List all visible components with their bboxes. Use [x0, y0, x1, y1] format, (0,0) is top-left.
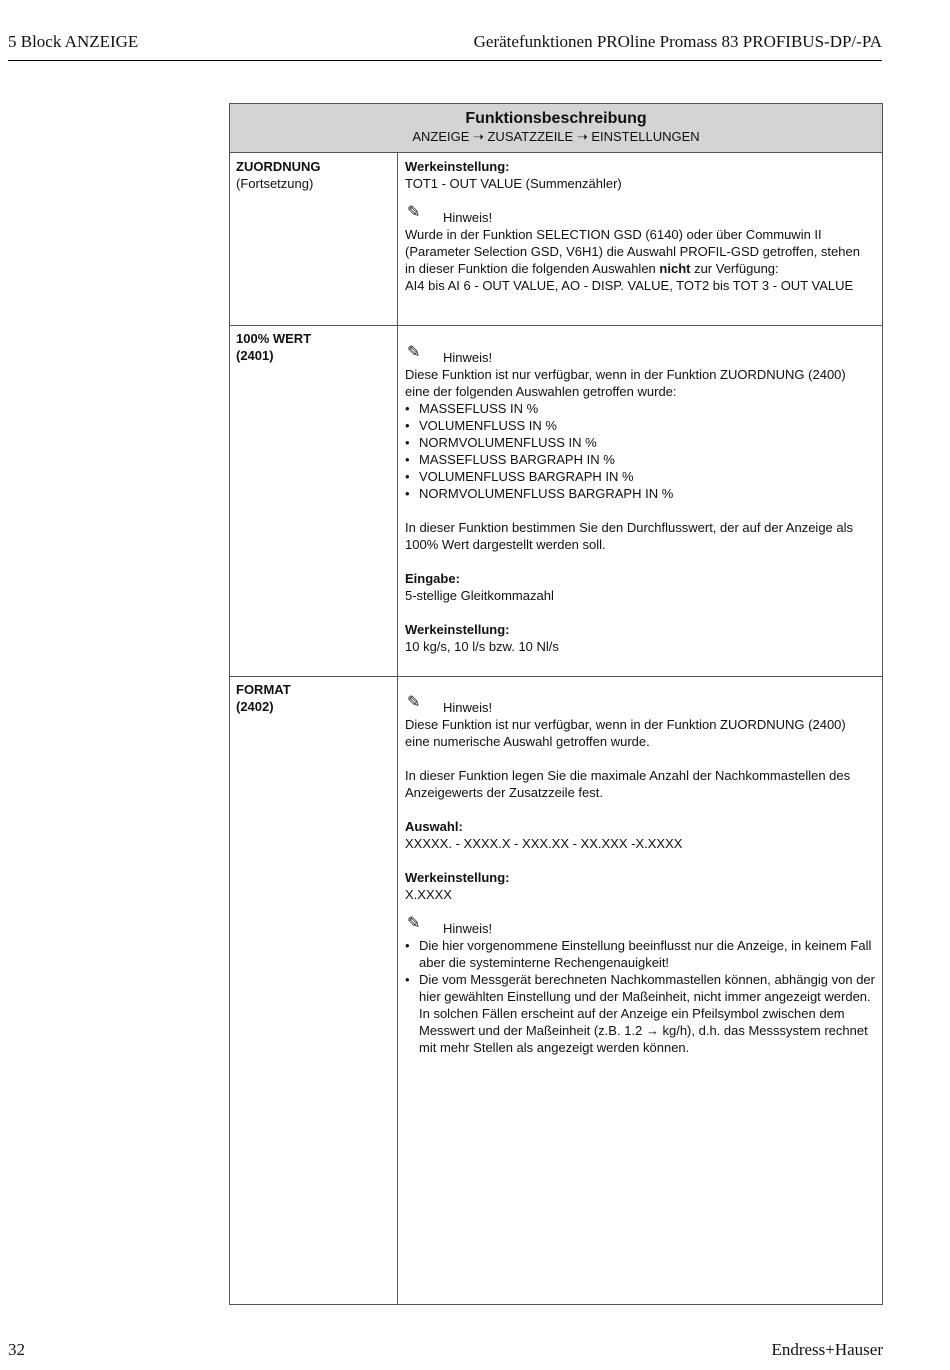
page-header [8, 30, 882, 61]
function-name: ZUORDNUNG [236, 159, 321, 174]
note-text: eine numerische Auswahl getroffen wurde. [405, 734, 650, 749]
note-label: Hinweis! [443, 921, 493, 936]
row-content-format [405, 694, 877, 1056]
option-list [405, 400, 877, 502]
note-text: eine der folgenden Auswahlen getroffen wurde: [405, 384, 677, 399]
function-code: (2402) [236, 699, 274, 714]
description-text: In dieser Funktion legen Sie die maximale Anzahl der Nachkommastellen des [405, 768, 851, 783]
default-value: 10 kg/s, 10 l/s bzw. 10 Nl/s [405, 639, 559, 654]
note-text: AI4 bis AI 6 - OUT VALUE, AO - DISP. VALUE, TOT2 bis TOT 3 - OUT VALUE [405, 278, 854, 293]
function-name: 100% WERT [236, 331, 312, 346]
list-item: • NORMVOLUMENFLUSS BARGRAPH IN % [405, 485, 877, 502]
description-text: Anzeigewerts der Zusatzzeile fest. [405, 785, 603, 800]
list-item: • MASSEFLUSS BARGRAPH IN % [405, 451, 877, 468]
default-label: Werkeinstellung: [405, 622, 510, 637]
note-text: (Parameter Selection GSD, V6H1) die Auswahl PROFIL-GSD getroffen, stehen [405, 244, 860, 259]
menu-path: ANZEIGE ➝ ZUSATZZEILE ➝ EINSTELLUNGEN [412, 129, 700, 144]
row-divider [230, 676, 882, 677]
list-item: • Die hier vorgenommene Einstellung beeinflusst nur die Anzeige, in keinem Fall aber die systeminterne Rechengenauigkeit! [405, 937, 877, 971]
brand-name: Endress+Hauser [771, 1340, 883, 1359]
document-title: Gerätefunktionen PROline Promass 83 PROFIBUS-DP/-PA [473, 32, 882, 51]
choice-label: Auswahl: [405, 819, 463, 834]
default-value: X.XXXX [405, 887, 452, 902]
description-text: In dieser Funktion bestimmen Sie den Durchflusswert, der auf der Anzeige als [405, 520, 854, 535]
note-emphasis: nicht [659, 261, 691, 276]
function-name: FORMAT [236, 682, 291, 697]
note-text: Diese Funktion ist nur verfügbar, wenn in der Funktion ZUORDNUNG (2400) [405, 717, 846, 732]
list-item: • MASSEFLUSS IN % [405, 400, 877, 417]
table-header [230, 104, 882, 153]
note-heading [405, 915, 877, 937]
note-text [405, 260, 877, 277]
note-heading [405, 204, 877, 226]
input-label: Eingabe: [405, 571, 460, 586]
input-value: 5-stellige Gleitkommazahl [405, 588, 554, 603]
note-text: Diese Funktion ist nur verfügbar, wenn in der Funktion ZUORDNUNG (2400) [405, 367, 846, 382]
note-text: Wurde in der Funktion SELECTION GSD (6140) oder über Commuwin II [405, 227, 822, 242]
note-list [405, 937, 877, 1056]
pencil-icon: ✎ [407, 344, 421, 361]
row-content-100-wert [405, 344, 877, 655]
row-label-format [236, 681, 291, 715]
default-label: Werkeinstellung: [405, 159, 510, 174]
function-table [229, 103, 883, 1305]
note-heading [405, 344, 877, 366]
row-content-zuordnung [405, 158, 877, 294]
function-subtitle: (Fortsetzung) [236, 176, 314, 191]
table-title: Funktionsbeschreibung [465, 110, 647, 127]
note-label: Hinweis! [443, 210, 493, 225]
list-item: • VOLUMENFLUSS IN % [405, 417, 877, 434]
note-text-part: zur Verfügung: [690, 261, 779, 276]
function-code: (2401) [236, 348, 274, 363]
row-label-100-wert [236, 330, 311, 364]
choice-value: XXXXX. - XXXX.X - XXX.XX - XX.XXX -X.XXXX [405, 836, 683, 851]
list-item: • Die vom Messgerät berechneten Nachkommastellen können, abhängig von der hier gewählten Einstellung und der Maßeinheit, nicht immer angezeigt werden. In solchen Fällen erscheint auf der Anzeige ein Pfeilsymbol zwischen dem Messwert und der Maßeinheit (z.B. 1.2 → kg/h), d.h. das Messsystem rechnet mit mehr Stellen als angezeigt werden können. [405, 971, 877, 1056]
section-title: 5 Block ANZEIGE [8, 32, 139, 51]
page-number: 32 [8, 1340, 25, 1359]
pencil-icon: ✎ [407, 204, 421, 221]
row-label-zuordnung [236, 158, 321, 192]
note-text-part: in dieser Funktion die folgenden Auswahlen [405, 261, 660, 276]
note-heading [405, 694, 877, 716]
list-item: • NORMVOLUMENFLUSS IN % [405, 434, 877, 451]
list-item: • VOLUMENFLUSS BARGRAPH IN % [405, 468, 877, 485]
default-value: TOT1 - OUT VALUE (Summenzähler) [405, 176, 622, 191]
default-label: Werkeinstellung: [405, 870, 510, 885]
description-text: 100% Wert dargestellt werden soll. [405, 537, 606, 552]
pencil-icon: ✎ [407, 915, 421, 932]
note-label: Hinweis! [443, 350, 493, 365]
pencil-icon: ✎ [407, 694, 421, 711]
note-label: Hinweis! [443, 700, 493, 715]
row-divider [230, 325, 882, 326]
